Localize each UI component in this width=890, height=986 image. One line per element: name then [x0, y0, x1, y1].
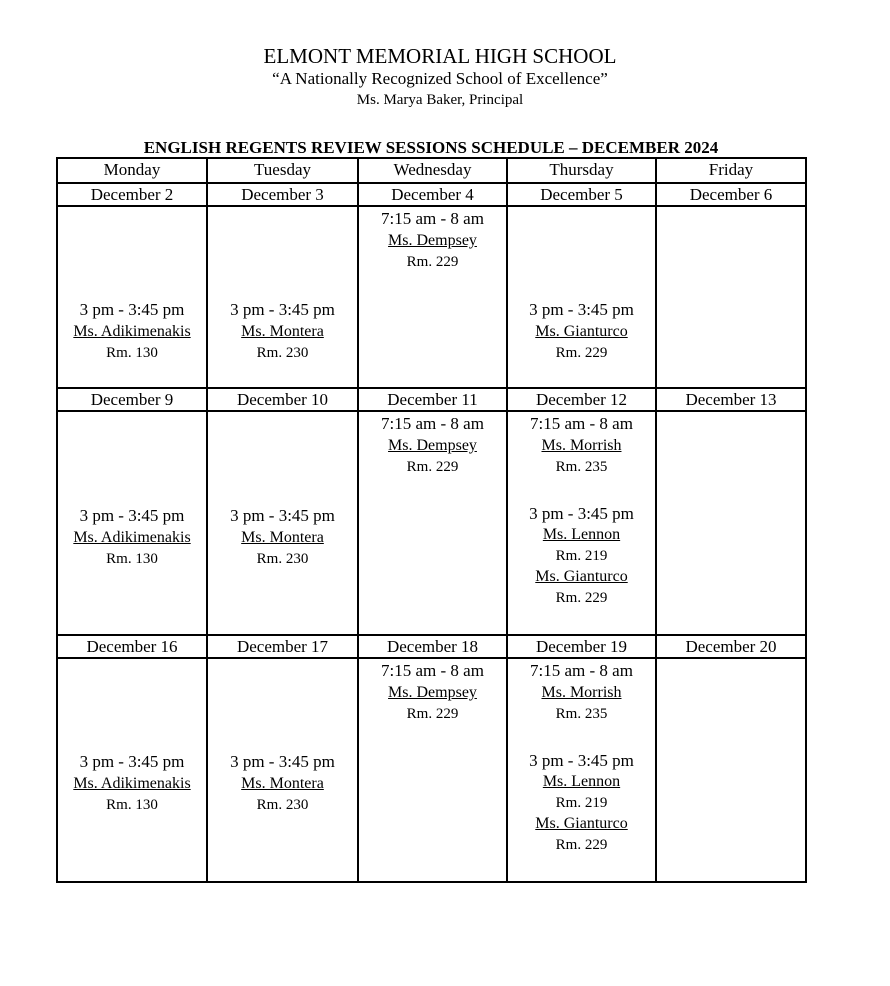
- session-room: Rm. 230: [256, 345, 309, 361]
- session-room: Rm. 229: [406, 459, 459, 475]
- session-time: 3 pm - 3:45 pm: [79, 752, 185, 771]
- date-cell: December 19: [507, 635, 656, 658]
- session-teacher: Ms. Lennon: [542, 773, 621, 790]
- session-room: Rm. 130: [106, 797, 158, 813]
- date-cell: December 12: [507, 388, 656, 411]
- session-block: [58, 505, 206, 569]
- session-cell-friday: [656, 658, 806, 882]
- schedule-title: ENGLISH REGENTS REVIEW SESSIONS SCHEDULE – DECEMBER 2024: [143, 138, 719, 157]
- session-block: [208, 751, 357, 815]
- document-header: [0, 44, 880, 111]
- session-time: 3 pm - 3:45 pm: [79, 300, 185, 319]
- date-row-week-1: [57, 183, 806, 206]
- session-cell-tuesday: [207, 206, 358, 388]
- date-cell: December 10: [207, 388, 358, 411]
- session-block: [359, 413, 506, 477]
- session-block-afternoon: [508, 750, 655, 855]
- session-teacher: Ms. Adikimenakis: [73, 775, 191, 792]
- session-block: [508, 299, 655, 363]
- session-room: Rm. 219: [555, 795, 608, 811]
- session-block: [359, 660, 506, 724]
- date-cell: December 3: [207, 183, 358, 206]
- date-cell: December 5: [507, 183, 656, 206]
- session-time: 3 pm - 3:45 pm: [79, 506, 185, 525]
- session-room-second: Rm. 229: [555, 837, 608, 853]
- date-cell: December 11: [358, 388, 507, 411]
- session-room: Rm. 229: [406, 254, 459, 270]
- session-room: Rm. 235: [555, 459, 608, 475]
- session-block: [208, 299, 357, 363]
- session-teacher: Ms. Dempsey: [388, 437, 477, 454]
- date-row-week-2: [57, 388, 806, 411]
- session-block: [359, 208, 506, 272]
- session-cell-friday: [656, 411, 806, 635]
- session-cell-monday: [57, 658, 207, 882]
- session-teacher: Ms. Gianturco: [535, 323, 628, 340]
- session-teacher: Ms. Morrish: [541, 684, 622, 701]
- session-room: Rm. 130: [106, 345, 158, 361]
- session-block-morning: [508, 413, 655, 477]
- session-time: 7:15 am - 8 am: [381, 414, 484, 433]
- weekday-header-row: [57, 158, 806, 183]
- session-teacher-second: Ms. Gianturco: [535, 568, 628, 585]
- school-name: ELMONT MEMORIAL HIGH SCHOOL: [263, 44, 617, 68]
- session-teacher: Ms. Montera: [241, 323, 324, 340]
- day-header-wednesday: Wednesday: [358, 158, 507, 183]
- session-teacher: Ms. Morrish: [541, 437, 622, 454]
- session-room-second: Rm. 229: [555, 590, 608, 606]
- sessions-row-week-2: [57, 411, 806, 635]
- session-block-afternoon: [508, 503, 655, 608]
- session-cell-wednesday: [358, 658, 507, 882]
- session-teacher: Ms. Montera: [241, 529, 324, 546]
- day-header-friday: Friday: [656, 158, 806, 183]
- session-time: 7:15 am - 8 am: [381, 661, 484, 680]
- session-cell-tuesday: [207, 658, 358, 882]
- session-cell-thursday: [507, 658, 656, 882]
- date-cell: December 16: [57, 635, 207, 658]
- session-cell-wednesday: [358, 411, 507, 635]
- session-cell-wednesday: [358, 206, 507, 388]
- day-header-thursday: Thursday: [507, 158, 656, 183]
- session-time: 3 pm - 3:45 pm: [529, 751, 634, 770]
- session-room: Rm. 235: [555, 706, 608, 722]
- session-cell-thursday: [507, 411, 656, 635]
- session-room: Rm. 229: [555, 345, 608, 361]
- session-time: 7:15 am - 8 am: [530, 661, 633, 680]
- session-room: Rm. 229: [406, 706, 459, 722]
- date-cell: December 6: [656, 183, 806, 206]
- session-block: [58, 751, 206, 815]
- session-cell-tuesday: [207, 411, 358, 635]
- session-block: [58, 299, 206, 363]
- session-time: 3 pm - 3:45 pm: [230, 506, 335, 525]
- session-block: [208, 505, 357, 569]
- session-teacher-second: Ms. Gianturco: [535, 815, 628, 832]
- session-teacher: Ms. Montera: [241, 775, 324, 792]
- date-cell: December 18: [358, 635, 507, 658]
- session-room: Rm. 230: [256, 797, 309, 813]
- date-cell: December 20: [656, 635, 806, 658]
- day-header-tuesday: Tuesday: [207, 158, 358, 183]
- sessions-row-week-1: [57, 206, 806, 388]
- date-cell: December 4: [358, 183, 507, 206]
- session-teacher: Ms. Dempsey: [388, 684, 477, 701]
- schedule-table: [56, 157, 807, 883]
- sessions-row-week-3: [57, 658, 806, 882]
- date-cell: December 2: [57, 183, 207, 206]
- session-room: Rm. 219: [555, 548, 608, 564]
- date-cell: December 13: [656, 388, 806, 411]
- session-block-morning: [508, 660, 655, 724]
- principal-name: Ms. Marya Baker, Principal: [356, 92, 524, 108]
- session-time: 3 pm - 3:45 pm: [230, 300, 335, 319]
- date-cell: December 9: [57, 388, 207, 411]
- date-cell: December 17: [207, 635, 358, 658]
- session-room: Rm. 130: [106, 551, 158, 567]
- session-time: 7:15 am - 8 am: [530, 414, 633, 433]
- session-cell-monday: [57, 206, 207, 388]
- session-cell-monday: [57, 411, 207, 635]
- session-teacher: Ms. Adikimenakis: [73, 529, 191, 546]
- session-teacher: Ms. Lennon: [542, 526, 621, 543]
- session-time: 3 pm - 3:45 pm: [529, 300, 634, 319]
- session-cell-thursday: [507, 206, 656, 388]
- session-teacher: Ms. Adikimenakis: [73, 323, 191, 340]
- session-cell-friday: [656, 206, 806, 388]
- session-time: 7:15 am - 8 am: [381, 209, 484, 228]
- session-time: 3 pm - 3:45 pm: [230, 752, 335, 771]
- school-motto: “A Nationally Recognized School of Excellence”: [272, 69, 608, 88]
- session-room: Rm. 230: [256, 551, 309, 567]
- date-row-week-3: [57, 635, 806, 658]
- day-header-monday: Monday: [57, 158, 207, 183]
- session-teacher: Ms. Dempsey: [388, 232, 477, 249]
- session-time: 3 pm - 3:45 pm: [529, 504, 634, 523]
